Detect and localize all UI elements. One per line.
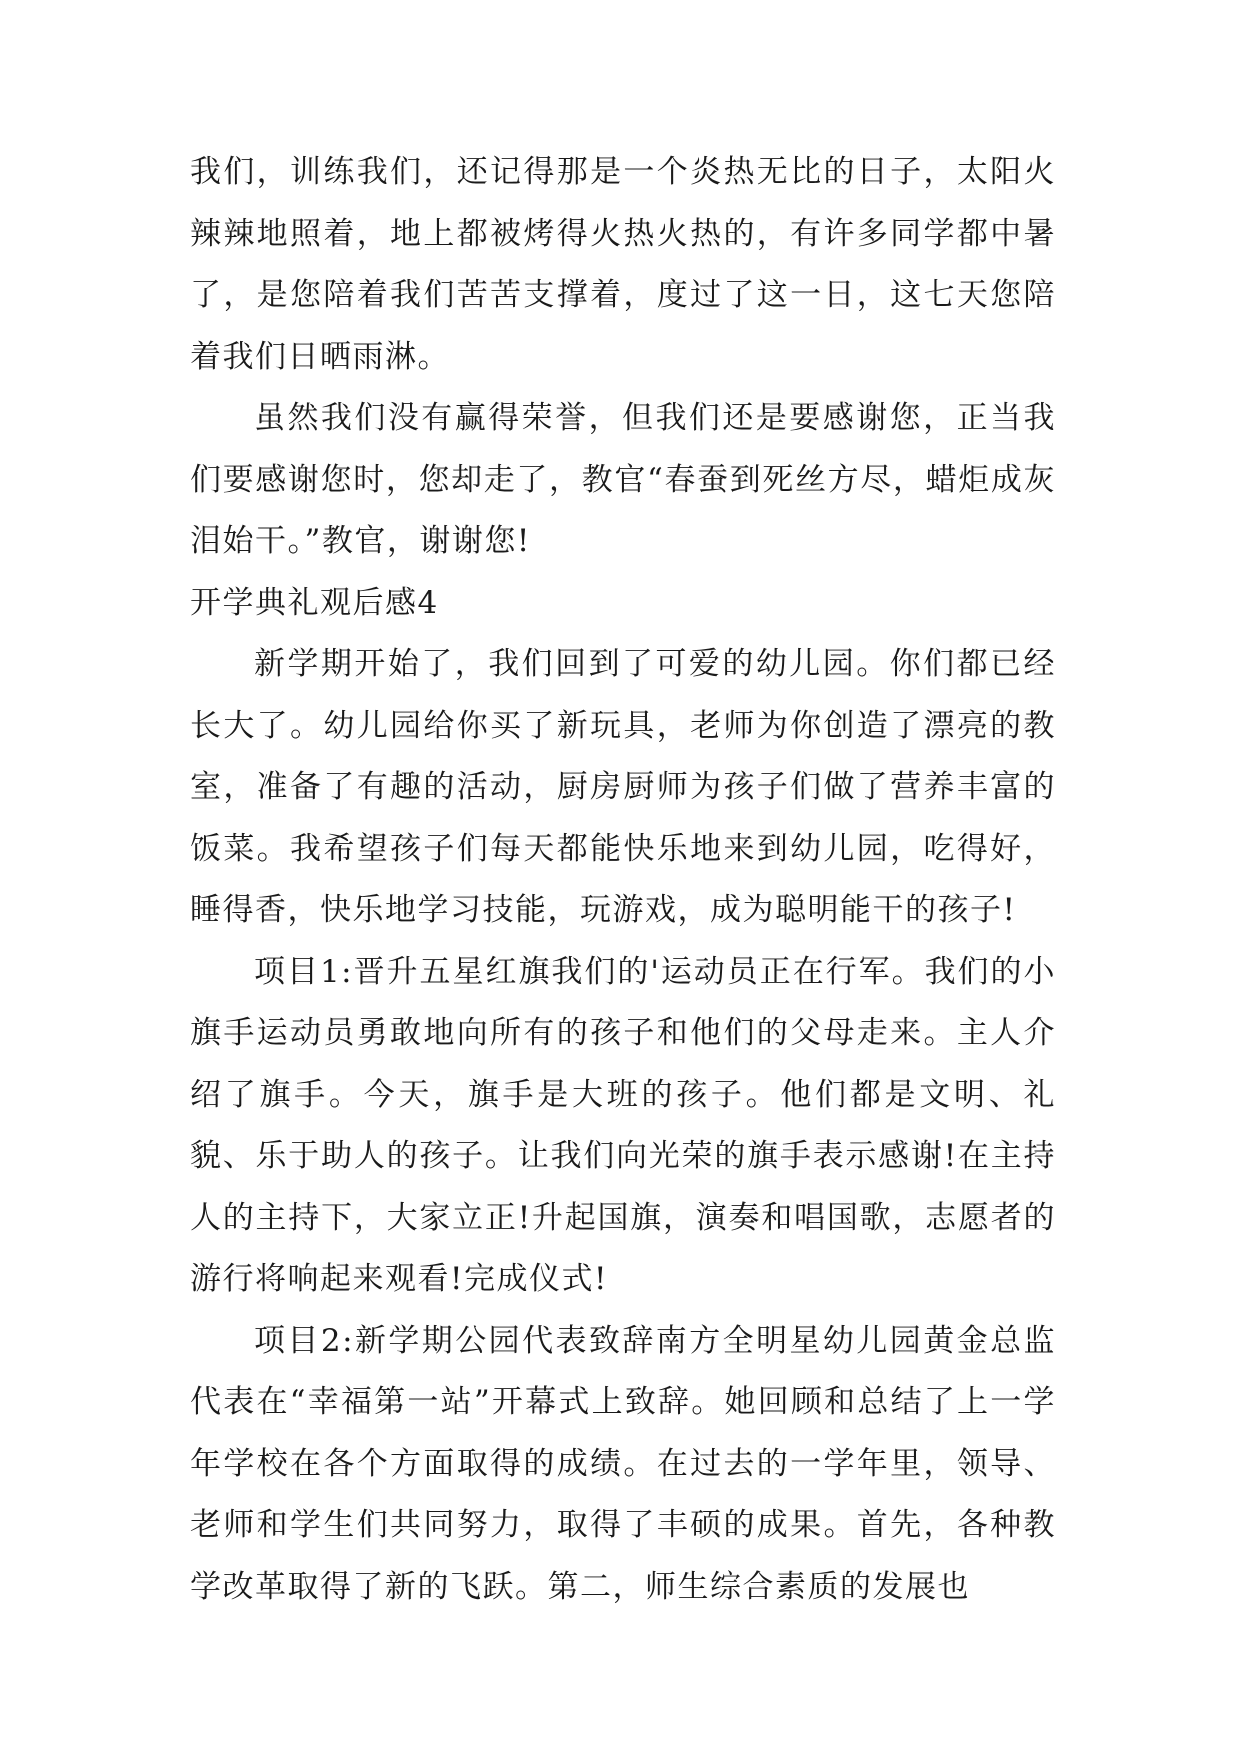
paragraph-4: 项目1:晋升五星红旗我们的'运动员正在行军。我们的小旗手运动员勇敢地向所有的孩子和他们的父母走来。主人介绍了旗手。今天，旗手是大班的孩子。他们都是文明、礼貌、乐于助人的孩子。让我们向光荣的旗手表示感谢!在主持人的主持下，大家立正!升起国旗，演奏和唱国歌，志愿者的游行将响起来观看!完成仪式! (190, 953, 1056, 1297)
document-body (190, 142, 1056, 1618)
paragraph-1: 我们，训练我们，还记得那是一个炎热无比的日子，太阳火辣辣地照着，地上都被烤得火热火热的，有许多同学都中暑了，是您陪着我们苦苦支撑着，度过了这一日，这七天您陪着我们日晒雨淋。 (190, 154, 1056, 375)
section-heading: 开学典礼观后感4 (190, 584, 439, 621)
paragraph-3: 新学期开始了，我们回到了可爱的幼儿园。你们都已经长大了。幼儿园给你买了新玩具，老师为你创造了漂亮的教室，准备了有趣的活动，厨房厨师为孩子们做了营养丰富的饭菜。我希望孩子们每天都能快乐地来到幼儿园，吃得好，睡得香，快乐地学习技能，玩游戏，成为聪明能干的孩子! (190, 646, 1056, 928)
paragraph-2: 虽然我们没有赢得荣誉，但我们还是要感谢您，正当我们要感谢您时，您却走了，教官“春蚕到死丝方尽，蜡炬成灰泪始干。”教官，谢谢您! (190, 400, 1056, 559)
paragraph-5: 项目2:新学期公园代表致辞南方全明星幼儿园黄金总监代表在“幸福第一站”开幕式上致辞。她回顾和总结了上一学年学校在各个方面取得的成绩。在过去的一学年里，领导、老师和学生们共同努力，取得了丰硕的成果。首先，各种教学改革取得了新的飞跃。第二，师生综合素质的发展也 (190, 1322, 1056, 1605)
